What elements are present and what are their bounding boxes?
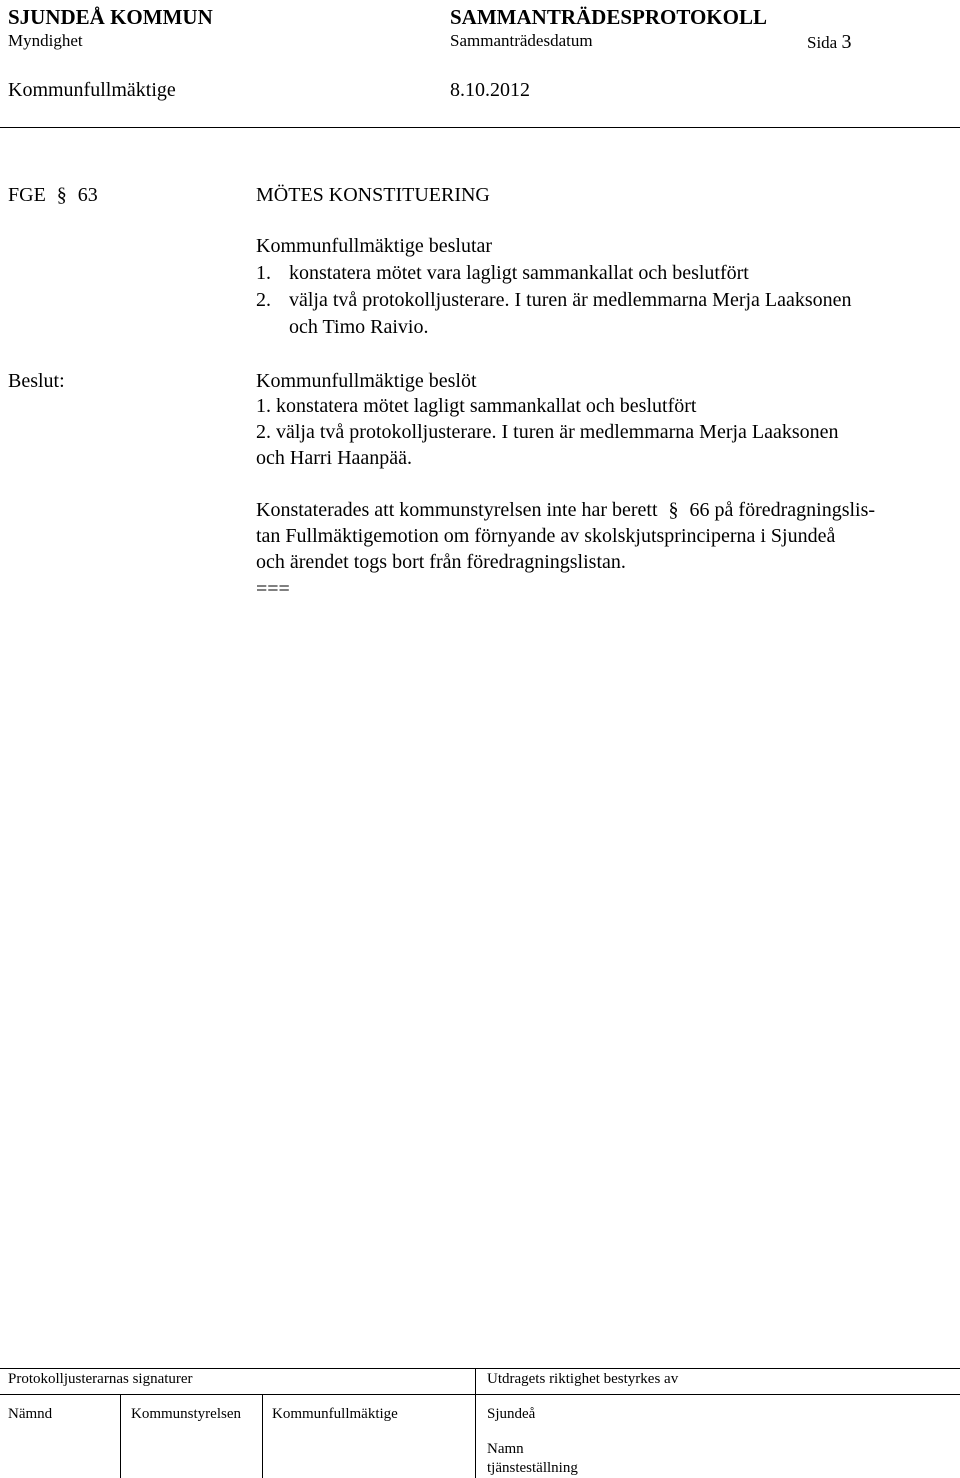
decision-line-1: 1. konstatera mötet lagligt sammankallat och beslutfört (256, 395, 697, 417)
proposal-intro: Kommunfullmäktige beslutar (256, 235, 493, 257)
proposal-item-2-continuation: och Timo Raivio. (289, 316, 429, 338)
proposal-item-text: välja två protokolljusterare. I turen är medlemmarna Merja Laaksonen (289, 289, 852, 311)
authority-label: Myndighet (8, 31, 83, 50)
footer-divider-2 (262, 1394, 263, 1478)
footer-col-kommunfullmaktige: Kommunfullmäktige (272, 1406, 398, 1422)
section-number (8, 182, 98, 209)
decision-intro: Kommunfullmäktige beslöt (256, 370, 477, 392)
footer-name-label: Namn (487, 1441, 524, 1457)
footer-col-namnd: Nämnd (8, 1406, 53, 1422)
page-label: Sida (807, 33, 838, 52)
paragraph-icon: § (56, 184, 67, 206)
note-line-1-end: 66 på föredragningslis- (689, 499, 876, 521)
footer-top-rule (0, 1368, 960, 1369)
verified-label: Utdragets riktighet bestyrkes av (487, 1371, 679, 1387)
section-prefix: FGE (8, 184, 46, 206)
proposal-item-text: konstatera mötet vara lagligt sammankallat och beslutfört (289, 262, 749, 284)
decision-label: Beslut: (8, 370, 65, 392)
footer-divider-3 (475, 1368, 476, 1478)
municipality-name: SJUNDEÅ KOMMUN (8, 5, 213, 29)
proposal-item-1 (256, 260, 749, 287)
footer-col-kommunstyrelsen: Kommunstyrelsen (131, 1406, 241, 1422)
note-line-1-start: Konstaterades att kommunstyrelsen inte har berett (256, 499, 658, 521)
page-number: 3 (841, 31, 852, 53)
section-title: MÖTES KONSTITUERING (256, 184, 490, 206)
signatures-label: Protokolljusterarnas signaturer (8, 1371, 193, 1387)
footer-col-rule (0, 1394, 475, 1395)
body-name: Kommunfullmäktige (8, 79, 176, 101)
meeting-date: 8.10.2012 (450, 79, 530, 101)
paragraph-icon: § (668, 499, 679, 521)
end-mark: === (256, 578, 290, 600)
footer-position-label: tjänsteställning (487, 1460, 578, 1476)
document-type: SAMMANTRÄDESPROTOKOLL (450, 5, 767, 29)
decision-line-3: och Harri Haanpää. (256, 447, 413, 469)
header-divider (0, 127, 960, 128)
meeting-date-label: Sammanträdesdatum (450, 31, 593, 50)
section-num: 63 (77, 184, 98, 206)
proposal-item-number: 2. (256, 289, 271, 311)
note-line-3: och ärendet togs bort från föredragningslistan. (256, 551, 626, 573)
footer-place: Sjundeå (487, 1406, 536, 1422)
proposal-item-number: 1. (256, 262, 271, 284)
page-indicator (807, 31, 851, 54)
decision-line-2: 2. välja två protokolljusterare. I turen är medlemmarna Merja Laaksonen (256, 421, 839, 443)
proposal-item-2 (256, 287, 852, 314)
note-line-1 (256, 497, 875, 524)
footer-divider-1 (120, 1394, 121, 1478)
note-line-2: tan Fullmäktigemotion om förnyande av skolskjutsprinciperna i Sjundeå (256, 525, 836, 547)
